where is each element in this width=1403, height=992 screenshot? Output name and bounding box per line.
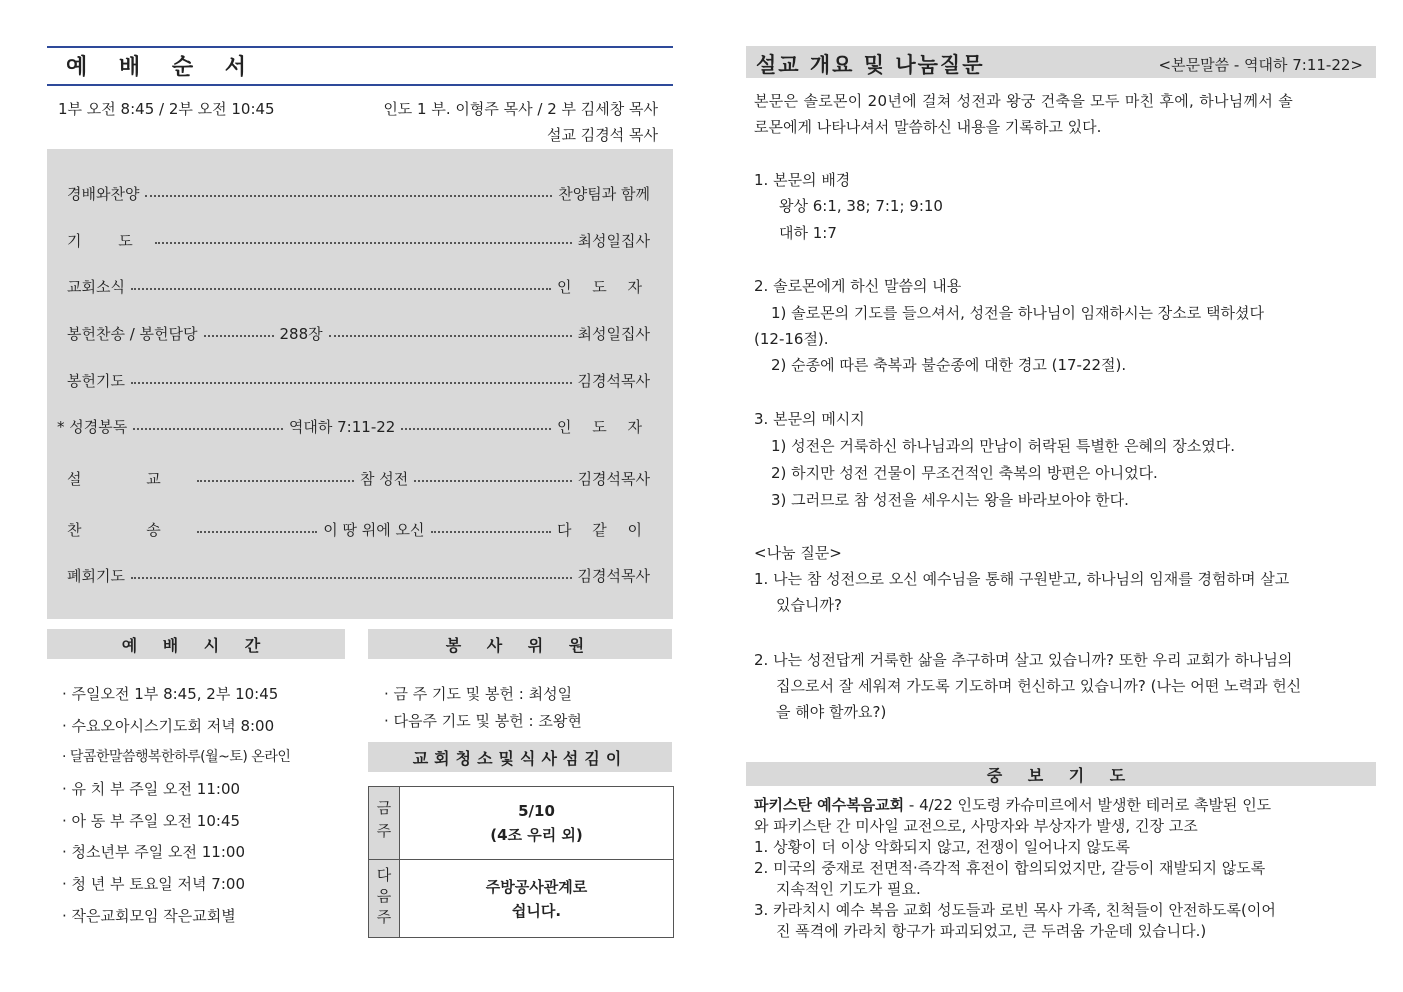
intro-text: 본문은 솔로몬이 20년에 걸쳐 성전과 왕궁 건축을 모두 마친 후에, 하나님께서 솔 bbox=[754, 92, 1293, 110]
order-title: 예 배 순 서 bbox=[66, 55, 258, 80]
this-week-label: 금주 bbox=[369, 787, 400, 860]
worship-order-box bbox=[47, 149, 673, 619]
question-line: 2. 나는 성전답게 거룩한 삶을 추구하며 살고 있습니까? 또한 우리 교회가 하나님의 bbox=[754, 651, 1293, 669]
service-schedule: 1부 오전 8:45 / 2부 오전 10:45 bbox=[58, 100, 275, 118]
question-line: 있습니까? bbox=[776, 596, 842, 614]
intercession-item: 1. 상황이 더 이상 악화되지 않고, 전쟁이 일어나지 않도록 bbox=[754, 838, 1131, 856]
scripture-reference: <본문말씀 - 역대하 7:11-22> bbox=[1158, 56, 1363, 74]
section-line: 2) 하지만 성전 건물이 무조건적인 축복의 방편은 아니었다. bbox=[771, 464, 1158, 482]
section-heading: 3. 본문의 메시지 bbox=[754, 410, 865, 428]
questions-heading: <나눔 질문> bbox=[754, 544, 842, 562]
intercession-intro: 파키스탄 예수복음교회 - 4/22 인도령 카슈미르에서 발생한 테러로 촉발된 인도 bbox=[754, 796, 1272, 814]
cleaning-header: 교회청소및식사섬김이 bbox=[368, 742, 672, 772]
order-item: 경배와찬양 찬양팀과 함께 bbox=[67, 184, 650, 203]
next-week-label: 다음주 bbox=[369, 860, 400, 937]
this-week-cell: 5/10 (4조 우리 외) bbox=[400, 787, 673, 860]
list-item: · 아 동 부 주일 오전 10:45 bbox=[62, 812, 241, 830]
order-item: 설 교 참 성전 김경석목사 bbox=[67, 469, 651, 488]
section-line: 2) 순종에 따른 축복과 불순종에 대한 경고 (17-22절). bbox=[771, 356, 1127, 374]
order-item: 봉헌기도 김경석목사 bbox=[67, 371, 650, 390]
leaders-line-2: 설교 김경석 목사 bbox=[547, 126, 658, 144]
order-item: 기 도 최성일집사 bbox=[67, 231, 650, 250]
section-line: (12-16절). bbox=[754, 330, 829, 348]
cleaning-table bbox=[368, 786, 674, 938]
intercession-item: 3. 카라치시 예수 복음 교회 성도들과 로빈 목사 가족, 친척들이 안전하도록(이어 bbox=[754, 901, 1276, 919]
order-item: 폐회기도 김경석목사 bbox=[67, 566, 650, 585]
order-item: * 성경봉독 역대하 7:11-22 인 도 자 bbox=[57, 417, 650, 436]
service-header: 봉 사 위 원 bbox=[368, 629, 672, 659]
intercession-church: 파키스탄 예수복음교회 bbox=[754, 796, 905, 814]
leaders-line-1: 인도 1 부. 이형주 목사 / 2 부 김세창 목사 bbox=[383, 100, 658, 118]
list-item: · 금 주 기도 및 봉헌 : 최성일 bbox=[384, 685, 573, 703]
question-line: 집으로서 잘 세워져 가도록 기도하며 헌신하고 있습니까? (나는 어떤 노력과 헌신 bbox=[776, 677, 1302, 695]
list-item: · 유 치 부 주일 오전 11:00 bbox=[62, 780, 241, 798]
intercession-item: 진 폭격에 카라치 항구가 파괴되었고, 큰 두려움 가운데 있습니다.) bbox=[776, 922, 1207, 940]
list-item: · 청소년부 주일 오전 11:00 bbox=[62, 843, 245, 861]
list-item: · 달콤한말씀행복한하루(월~토) 온라인 bbox=[62, 749, 291, 765]
intercession-header: 중 보 기 도 bbox=[746, 762, 1376, 786]
next-week-cell: 주방공사관계로 쉽니다. bbox=[485, 877, 588, 920]
order-item: 찬 송 이 땅 위에 오신 다 같 이 bbox=[67, 520, 651, 539]
intro-text: 로몬에게 나타나셔서 말씀하신 내용을 기록하고 있다. bbox=[754, 118, 1102, 136]
intercession-text: 와 파키스탄 간 미사일 교전으로, 사망자와 부상자가 발생, 긴장 고조 bbox=[754, 817, 1198, 835]
section-line: 1) 솔로몬의 기도를 들으셔서, 성전을 하나님이 임재하시는 장소로 택하셨다 bbox=[771, 304, 1265, 322]
list-item: · 청 년 부 토요일 저녁 7:00 bbox=[62, 875, 245, 893]
list-item: · 주일오전 1부 8:45, 2부 10:45 bbox=[62, 685, 279, 703]
intercession-item: 2. 미국의 중재로 전면적·즉각적 휴전이 합의되었지만, 갈등이 재발되지 않도록 bbox=[754, 859, 1266, 877]
list-item: · 작은교회모임 작은교회별 bbox=[62, 907, 236, 925]
section-line: 3) 그러므로 참 성전을 세우시는 왕을 바라보아야 한다. bbox=[771, 491, 1129, 509]
section-heading: 2. 솔로몬에게 하신 말씀의 내용 bbox=[754, 277, 962, 295]
order-item: 교회소식 인 도 자 bbox=[67, 277, 650, 296]
section-heading: 1. 본문의 배경 bbox=[754, 171, 851, 189]
list-item: · 수요오아시스기도회 저녁 8:00 bbox=[62, 717, 275, 735]
worship-times-header: 예 배 시 간 bbox=[47, 629, 345, 659]
list-item: · 다음주 기도 및 봉헌 : 조왕현 bbox=[384, 712, 582, 730]
order-item: 봉헌찬송 / 봉헌담당 288장 최성일집사 bbox=[67, 324, 650, 343]
section-line: 대하 1:7 bbox=[779, 224, 837, 242]
sermon-title: 설교 개요 및 나눔질문 bbox=[756, 53, 985, 77]
intercession-item: 지속적인 기도가 필요. bbox=[776, 880, 921, 898]
question-line: 1. 나는 참 성전으로 오신 예수님을 통해 구원받고, 하나님의 임재를 경험하며 살고 bbox=[754, 570, 1290, 588]
section-line: 1) 성전은 거룩하신 하나님과의 만남이 허락된 특별한 은혜의 장소였다. bbox=[771, 437, 1236, 455]
section-line: 왕상 6:1, 38; 7:1; 9:10 bbox=[779, 197, 943, 215]
question-line: 을 해야 할까요?) bbox=[776, 703, 887, 721]
